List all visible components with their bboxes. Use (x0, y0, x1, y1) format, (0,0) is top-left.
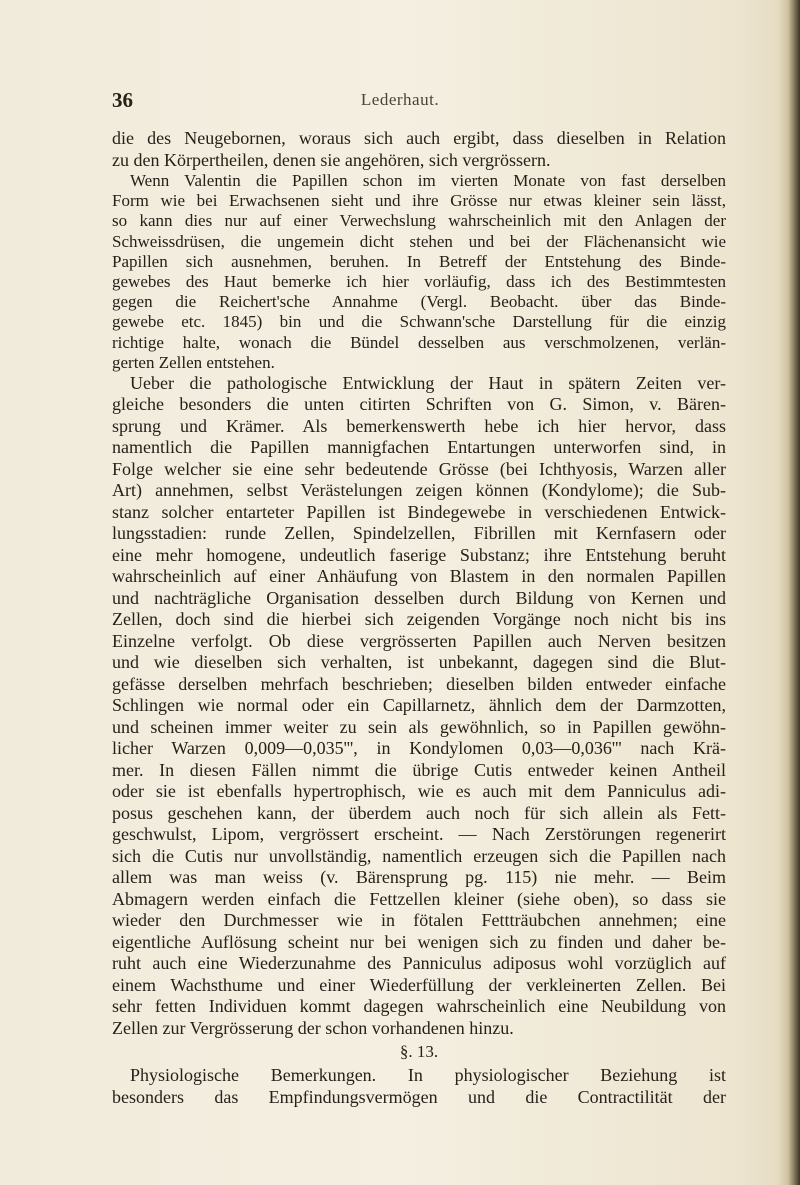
text-line: licher Warzen 0,009—0,035''', in Kondylomen 0,03—0,036''' nach Krä- (112, 738, 726, 759)
text-line: so kann dies nur auf einer Verwechslung wahrscheinlich mit den Anlagen der (112, 211, 726, 231)
body-text (112, 128, 726, 1108)
text-line: posus geschehen kann, der überdem auch noch für sich allein als Fett- (112, 802, 726, 823)
text-line: Abmagern werden einfach die Fettzellen kleiner (siehe oben), so dass sie (112, 888, 726, 909)
text-line: Physiologische Bemerkungen. In physiologischer Beziehung ist (130, 1065, 726, 1086)
text-line: geschwulst, Lipom, vergrössert erscheint. — Nach Zerstörungen regenerirt (112, 824, 726, 845)
text-line: Einzelne verfolgt. Ob diese vergrösserten Papillen auch Nerven besitzen (112, 630, 726, 651)
text-line: oder sie ist ebenfalls hypertrophisch, wie es auch mit dem Panniculus adi- (112, 781, 726, 802)
text-line: lungsstadien: runde Zellen, Spindelzellen, Fibrillen mit Kernfasern oder (112, 523, 726, 544)
body-paragraphs (112, 128, 726, 1039)
text-line: Schlingen wie normal oder ein Capillarnetz, ähnlich dem der Darmzotten, (112, 695, 726, 716)
text-line: einem Wachsthume und einer Wiederfüllung der verkleinerten Zellen. Bei (112, 974, 726, 995)
text-line: allem was man weiss (v. Bärensprung pg. 115) nie mehr. — Beim (112, 867, 726, 888)
text-line: Ueber die pathologische Entwicklung der Haut in spätern Zeiten ver- (130, 372, 726, 393)
text-line: sich die Cutis nur unvollständig, namentlich erzeugen sich die Papillen nach (112, 845, 726, 866)
running-title: Lederhaut. (360, 90, 440, 109)
text-line: und wie dieselben sich verhalten, ist unbekannt, dagegen sind die Blut- (112, 652, 726, 673)
text-line: gleiche besonders die unten citirten Schriften von G. Simon, v. Bären- (112, 394, 726, 415)
text-line: Art) annehmen, selbst Verästelungen zeigen können (Kondylome); die Sub- (112, 480, 726, 501)
text-line: namentlich die Papillen mannigfachen Entartungen unterworfen sind, in (112, 437, 726, 458)
text-line: gewebe etc. 1845) bin und die Schwann'sche Darstellung für die einzig (112, 312, 726, 332)
text-line: wahrscheinlich auf einer Anhäufung von Blastem in den normalen Papillen (112, 566, 726, 587)
text-line: wieder den Durchmesser wie in fötalen Fettträubchen annehmen; eine (112, 910, 726, 931)
text-line: und nachträgliche Organisation desselben durch Bildung von Kernen und (112, 587, 726, 608)
text-line: Form wie bei Erwachsenen sieht und ihre Grösse nur etwas kleiner sein lässt, (112, 191, 726, 211)
text-line: gewebes des Haut bemerke ich hier vorläufig, dass ich des Bestimmtesten (112, 271, 726, 291)
text-line: Zellen zur Vergrösserung der schon vorhandenen hinzu. (112, 1017, 514, 1038)
text-line: Zellen, doch sind die hierbei sich zeigenden Vorgänge noch nicht bis ins (112, 609, 726, 630)
text-line: gefässe derselben mehrfach beschrieben; dieselben bilden entweder einfache (112, 673, 726, 694)
text-line: ruht auch eine Wiederzunahme des Panniculus adiposus wohl vorzüglich auf (112, 953, 726, 974)
text-line: stanz solcher entarteter Papillen ist Bindegewebe in verschiedenen Entwick- (112, 501, 726, 522)
text-line: gegen die Reichert'sche Annahme (Vergl. Beobacht. über das Binde- (112, 292, 726, 312)
text-line: gerten Zellen entstehen. (112, 352, 275, 372)
page-edge-shadow (778, 0, 800, 1185)
section-heading: §. 13. (399, 1042, 439, 1062)
text-line: zu den Körpertheilen, denen sie angehören, sich vergrössern. (112, 149, 551, 170)
closing-paragraph (112, 1065, 726, 1108)
text-line: richtige halte, wonach die Bündel desselben aus verschmolzenen, verlän- (112, 332, 726, 352)
text-line: Wenn Valentin die Papillen schon im vierten Monate von fast derselben (130, 171, 726, 190)
running-head (112, 88, 688, 116)
text-line: eine mehr homogene, undeutlich faserige Substanz; ihre Entstehung beruht (112, 544, 726, 565)
text-line: Folge welcher sie eine sehr bedeutende Grösse (bei Ichthyosis, Warzen aller (112, 458, 726, 479)
text-line: sprung und Krämer. Als bemerkenswerth hebe ich hier hervor, dass (112, 415, 726, 436)
text-line: mer. In diesen Fällen nimmt die übrige Cutis entweder keinen Antheil (112, 759, 726, 780)
text-line: besonders das Empfindungsvermögen und die Contractilität der (112, 1086, 726, 1107)
text-line: die des Neugebornen, woraus sich auch ergibt, dass dieselben in Relation (112, 128, 726, 148)
text-line: Schweissdrüsen, die ungemein dicht stehen und bei der Flächenansicht wie (112, 231, 726, 251)
text-line: und scheinen immer weiter zu sein als gewöhnlich, so in Papillen gewöhn- (112, 716, 726, 737)
text-line: sehr fetten Individuen kommt dagegen wahrscheinlich eine Neubildung von (112, 996, 726, 1017)
text-line: eigentliche Auflösung scheint nur bei wenigen sich zu finden und daher be- (112, 931, 726, 952)
text-line: Papillen sich ausnehmen, beruhen. In Betreff der Entstehung des Binde- (112, 251, 726, 271)
page-number: 36 (112, 88, 133, 112)
